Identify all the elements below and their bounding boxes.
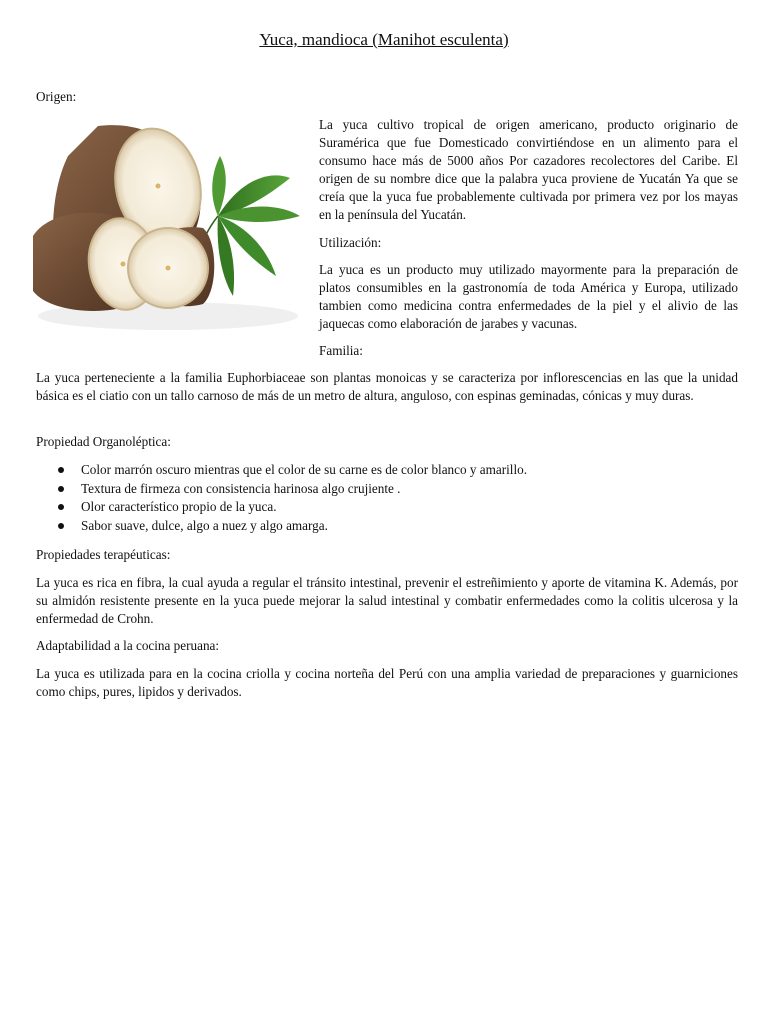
- utilizacion-column: [319, 261, 738, 333]
- list-item: Olor característico propio de la yuca.: [36, 498, 736, 517]
- utilizacion-heading: Utilización:: [319, 235, 382, 250]
- familia-heading-wrap: [319, 342, 738, 360]
- cassava-image: [28, 116, 306, 338]
- list-item: Color marrón oscuro mientras que el color de su carne es de color blanco y amarillo.: [36, 461, 736, 480]
- utilizacion-heading-wrap: [319, 234, 738, 252]
- bullet-icon: [58, 467, 64, 473]
- list-item: Textura de firmeza con consistencia harinosa algo crujiente .: [36, 480, 736, 499]
- bullet-icon: [58, 486, 64, 492]
- utilizacion-paragraph: La yuca es un producto muy utilizado mayormente para la preparación de platos consumibles en la gastronomía de toda América y Europa, utilizado tambien como medicina contra enfermedades de la piel y el alivio de las jaquecas como elaboración de jarabes y vacunas.: [319, 262, 738, 331]
- cassava-illustration: [28, 116, 306, 338]
- adaptabilidad-heading: Adaptabilidad a la cocina peruana:: [36, 638, 220, 653]
- organoleptica-list: [36, 461, 736, 535]
- familia-paragraph: La yuca perteneciente a la familia Euphorbiaceae son plantas monoicas y se caracteriza por inflorescencias en las que la unidad básica es el ciatio con un tallo carnoso de más de un metro de altura, anguloso, con espinas geminadas, cónicas y muy duras.: [36, 370, 738, 403]
- list-item: Sabor suave, dulce, algo a nuez y algo amarga.: [36, 517, 736, 536]
- cassava-root-small: [128, 227, 214, 308]
- adaptabilidad-paragraph: La yuca es utilizada para en la cocina criolla y cocina norteña del Perú con una amplia variedad de preparaciones y guarniciones como chips, pures, lipidos y derivados.: [36, 666, 738, 699]
- origen-column: [319, 116, 738, 224]
- origen-paragraph: La yuca cultivo tropical de origen americano, producto originario de Suramérica que fue Domesticado convirtiéndose en un alimento para el consumo hace más de 5000 años Por cazadores recolectores del Caribe. El origen de su nombre dice que la palabra yuca proviene de Yucatán Ya que se creía que la yuca fue probablemente cultivada por primera vez por los mayas en la península del Yucatán.: [319, 117, 738, 222]
- document-title: Yuca, mandioca (Manihot esculenta): [259, 30, 509, 49]
- origen-heading: Origen:: [36, 89, 77, 104]
- familia-heading: Familia:: [319, 343, 363, 358]
- terapeuticas-paragraph: La yuca es rica en fibra, la cual ayuda a regular el tránsito intestinal, prevenir el estreñimiento y aporte de vitamina K. Además, por su almidón resistente presente en la yuca puede mejorar la salud intestinal y combatir enfermedades como la colitis ulcerosa y la enfermedad de Crohn.: [36, 575, 738, 626]
- bullet-icon: [58, 504, 64, 510]
- terapeuticas-heading: Propiedades terapéuticas:: [36, 547, 171, 562]
- organoleptica-heading: Propiedad Organoléptica:: [36, 434, 171, 449]
- bullet-icon: [58, 523, 64, 529]
